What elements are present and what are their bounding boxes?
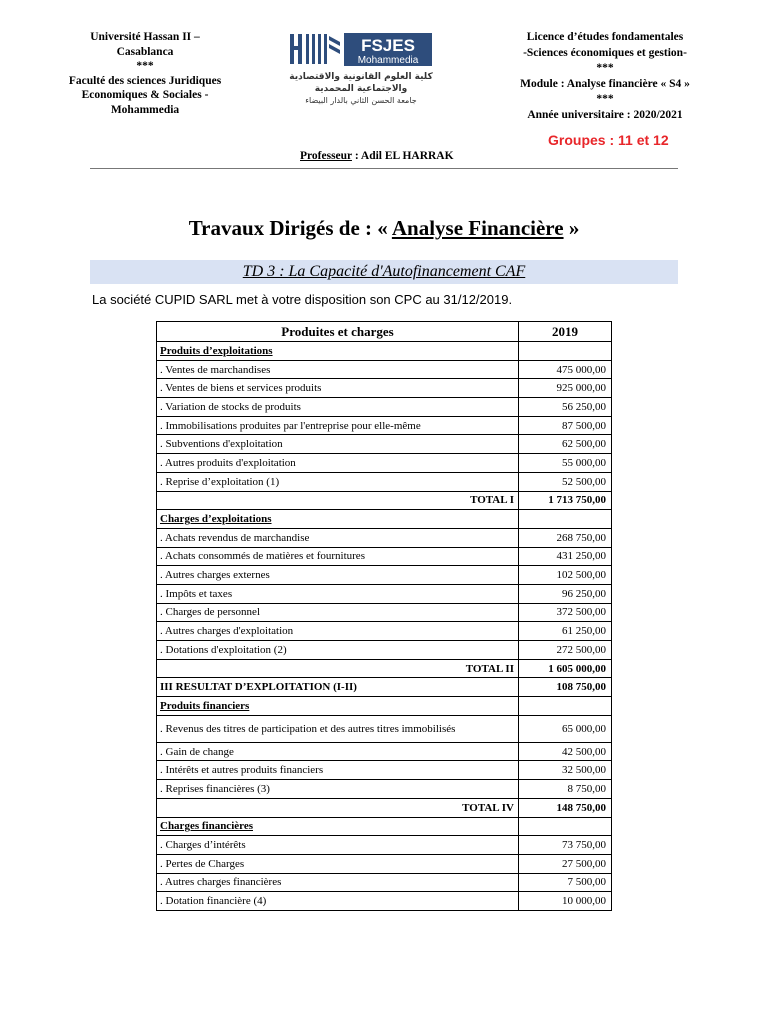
row-label: . Autres charges externes: [157, 566, 519, 585]
table-row: [157, 780, 612, 799]
table-row: [157, 584, 612, 603]
table-row: [157, 360, 612, 379]
table-row: [157, 836, 612, 855]
row-value: 268 750,00: [519, 528, 612, 547]
table-row: [157, 547, 612, 566]
row-value: 431 250,00: [519, 547, 612, 566]
logo-arabic-line: جامعة الحسن الثاني بالدار البيضاء: [305, 96, 417, 105]
logo-arabic-line: كلية العلوم القانونية والاقتصادية: [289, 72, 433, 82]
row-value: 475 000,00: [519, 360, 612, 379]
header-right-line: ***: [596, 93, 614, 105]
row-label: Charges d’exploitations: [157, 510, 519, 529]
title-suffix: »: [563, 216, 580, 240]
table-row: [157, 659, 612, 678]
row-label: . Intérêts et autres produits financiers: [157, 761, 519, 780]
row-label: Produits financiers: [157, 697, 519, 716]
table-row: [157, 416, 612, 435]
intro-text: La société CUPID SARL met à votre disposition son CPC au 31/12/2019.: [92, 292, 513, 307]
professor-label: Professeur: [300, 150, 352, 162]
row-label: III RESULTAT D’EXPLOITATION (I-II): [157, 678, 519, 697]
header-left-line: Mohammedia: [110, 103, 180, 116]
row-label: . Subventions d'exploitation: [157, 435, 519, 454]
header-left-line: ***: [136, 60, 154, 72]
header-right-line: Licence d’études fondamentales: [526, 31, 684, 43]
header-left-line: Economiques & Sociales -: [81, 89, 209, 101]
row-value: 96 250,00: [519, 584, 612, 603]
row-value: 372 500,00: [519, 603, 612, 622]
table-row: [157, 678, 612, 697]
header-university-block: [40, 30, 250, 117]
header-left-line: Faculté des sciences Juridiques: [68, 74, 222, 87]
table-row: [157, 892, 612, 911]
table-row: [157, 854, 612, 873]
row-label: . Charges de personnel: [157, 603, 519, 622]
table-row: [157, 742, 612, 761]
row-value: 42 500,00: [519, 742, 612, 761]
table-row: [157, 697, 612, 716]
logo-sub: Mohammedia: [357, 55, 419, 66]
row-value: 56 250,00: [519, 398, 612, 417]
row-value: [519, 510, 612, 529]
header-left-line: Casablanca: [116, 45, 174, 58]
row-value: 55 000,00: [519, 454, 612, 473]
fsjes-logo: [288, 32, 434, 110]
table-row: [157, 873, 612, 892]
page-title: [0, 216, 768, 241]
row-label: Charges financières: [157, 817, 519, 836]
row-value: 108 750,00: [519, 678, 612, 697]
row-label: . Pertes de Charges: [157, 854, 519, 873]
table-row: [157, 435, 612, 454]
table-row: [157, 715, 612, 742]
groups-label: Groupes : 11 et 12: [548, 132, 669, 148]
row-value: 87 500,00: [519, 416, 612, 435]
row-label: . Immobilisations produites par l'entreprise pour elle-même: [157, 416, 519, 435]
row-label: . Gain de change: [157, 742, 519, 761]
row-label: . Dotations d'exploitation (2): [157, 641, 519, 660]
row-value: 73 750,00: [519, 836, 612, 855]
header-divider: [90, 168, 678, 169]
row-label: . Autres charges financières: [157, 873, 519, 892]
row-value: 7 500,00: [519, 873, 612, 892]
row-value: 8 750,00: [519, 780, 612, 799]
row-label: . Variation de stocks de produits: [157, 398, 519, 417]
row-value: 27 500,00: [519, 854, 612, 873]
row-label: . Dotation financière (4): [157, 892, 519, 911]
row-label: . Reprises financières (3): [157, 780, 519, 799]
table-row: [157, 798, 612, 817]
row-value: 148 750,00: [519, 798, 612, 817]
td-title-band: [90, 260, 678, 284]
table-row: [157, 603, 612, 622]
row-label: . Autres produits d'exploitation: [157, 454, 519, 473]
table-row: [157, 510, 612, 529]
table-row: [157, 761, 612, 780]
row-label: . Revenus des titres de participation et des autres titres immobilisés: [157, 715, 519, 742]
header-right-line: ***: [596, 62, 614, 74]
header-program-block: [480, 30, 730, 123]
logo-arabic-line: والاجتماعية المحمدية: [314, 84, 408, 94]
row-value: 62 500,00: [519, 435, 612, 454]
column-header-label: Produites et charges: [157, 322, 519, 342]
row-value: 61 250,00: [519, 622, 612, 641]
logo-name: FSJES: [361, 36, 415, 55]
row-label: . Ventes de marchandises: [157, 360, 519, 379]
row-value: 102 500,00: [519, 566, 612, 585]
row-label: TOTAL IV: [157, 798, 519, 817]
row-label: . Impôts et taxes: [157, 584, 519, 603]
title-subject: Analyse Financière: [391, 216, 564, 240]
row-label: . Reprise d’exploitation (1): [157, 472, 519, 491]
professor-name: : Adil EL HARRAK: [351, 150, 454, 162]
header-right-line: Module : Analyse financière « S4 »: [520, 77, 690, 90]
row-value: [519, 817, 612, 836]
table-row: [157, 622, 612, 641]
row-value: [519, 342, 612, 361]
table-row: [157, 641, 612, 660]
row-value: 52 500,00: [519, 472, 612, 491]
row-label: . Autres charges d'exploitation: [157, 622, 519, 641]
table-row: [157, 528, 612, 547]
row-label: . Charges d’intérêts: [157, 836, 519, 855]
row-value: 1 713 750,00: [519, 491, 612, 510]
row-value: 925 000,00: [519, 379, 612, 398]
column-header-year: 2019: [519, 322, 612, 342]
row-label: TOTAL II: [157, 659, 519, 678]
table-row: [157, 398, 612, 417]
header-left-line: Université Hassan II –: [90, 31, 200, 43]
table-row: [157, 472, 612, 491]
table-row: [157, 379, 612, 398]
row-label: . Achats consommés de matières et fournitures: [157, 547, 519, 566]
table-header-row: [157, 322, 612, 342]
table-row: [157, 454, 612, 473]
row-value: 10 000,00: [519, 892, 612, 911]
title-prefix: Travaux Dirigés de : «: [188, 216, 392, 240]
professor-line: [300, 150, 454, 162]
row-value: [519, 697, 612, 716]
row-label: . Achats revendus de marchandise: [157, 528, 519, 547]
header-right-line: Année universitaire : 2020/2021: [527, 108, 683, 121]
row-label: Produits d’exploitations: [157, 342, 519, 361]
row-value: 32 500,00: [519, 761, 612, 780]
table-row: [157, 491, 612, 510]
row-value: 65 000,00: [519, 715, 612, 742]
row-label: . Ventes de biens et services produits: [157, 379, 519, 398]
cpc-table: [156, 321, 612, 911]
header-right-line: -Sciences économiques et gestion-: [523, 46, 687, 59]
table-row: [157, 342, 612, 361]
td-title: TD 3 : La Capacité d'Autofinancement CAF: [242, 263, 526, 280]
row-value: 272 500,00: [519, 641, 612, 660]
table-row: [157, 566, 612, 585]
row-label: TOTAL I: [157, 491, 519, 510]
table-row: [157, 817, 612, 836]
row-value: 1 605 000,00: [519, 659, 612, 678]
